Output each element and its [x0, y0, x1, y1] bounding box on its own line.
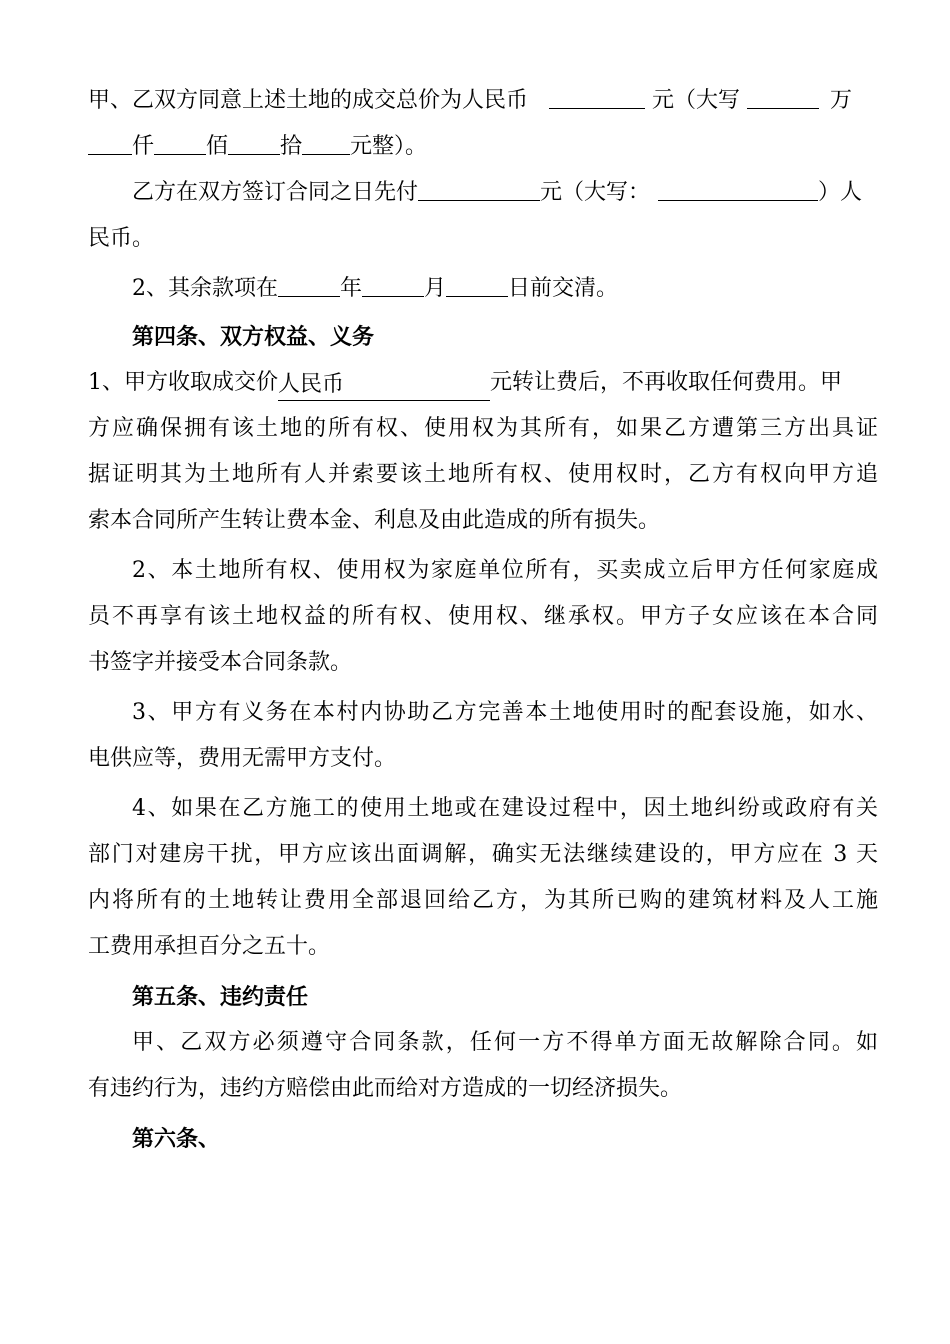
year-blank[interactable] — [278, 274, 340, 297]
a4-p1-line-4: 索本合同所产生转让费本金、利息及由此造成的所有损失。 — [88, 508, 661, 533]
wan-label: 万 — [830, 88, 853, 113]
prepay-line-1 — [132, 178, 862, 208]
a4p1-amount-field[interactable] — [278, 370, 490, 401]
a4-p4-line-4: 工费用承担百分之五十。 — [88, 934, 331, 959]
a4-p2-line-2: 员不再享有该土地权益的所有权、使用权、继承权。甲方子女应该在本合同 — [88, 604, 878, 629]
a4-p3-line-1: 3、甲方有义务在本村内协助乙方完善本土地使用时的配套设施，如水、 — [132, 700, 878, 725]
a4p1-suffix: 元转让费后，不再收取任何费用。甲 — [490, 370, 843, 395]
year-label: 年 — [340, 276, 363, 301]
price-text: 甲、乙双方同意上述土地的成交总价为人民币 — [88, 88, 529, 113]
price-line-2 — [88, 132, 427, 162]
prepay-text: 乙方在双方签订合同之日先付 — [132, 180, 419, 205]
price-line-1 — [88, 86, 852, 116]
qian-blank[interactable] — [88, 132, 132, 155]
a4-p1-line-2: 方应确保拥有该土地的所有权、使用权为其所有，如果乙方遭第三方出具证 — [88, 416, 878, 441]
bai-blank[interactable] — [154, 132, 206, 155]
a4-p4-line-2: 部门对建房干扰，甲方应该出面调解，确实无法继续建设的，甲方应在 3 天 — [88, 842, 878, 867]
a5-line-1: 甲、乙双方必须遵守合同条款，任何一方不得单方面无故解除合同。如 — [132, 1030, 878, 1055]
price-amount-blank[interactable] — [549, 86, 645, 109]
prepay-amount-blank[interactable] — [418, 178, 540, 201]
balance-text: 2、其余款项在 — [132, 276, 278, 301]
a4-p1-line-3: 据证明其为土地所有人并索要该土地所有权、使用权时，乙方有权向甲方追 — [88, 462, 878, 487]
prepay-upper-blank[interactable] — [658, 178, 818, 201]
prepay-rmb: 民币。 — [88, 226, 155, 251]
article-5-title: 第五条、违约责任 — [132, 984, 309, 1010]
shi-blank[interactable] — [228, 132, 280, 155]
a4-p4-line-3: 内将所有的土地转让费用全部退回给乙方，为其所已购的建筑材料及人工施 — [88, 888, 878, 913]
qian-label: 仟 — [132, 134, 155, 159]
prepay-end: ）人 — [818, 180, 863, 205]
a4p1-prefix: 1、甲方收取成交价 — [88, 370, 278, 395]
day-label: 日前交清。 — [508, 276, 619, 301]
bai-label: 佰 — [206, 134, 229, 159]
a4-p2-line-3: 书签字并接受本合同条款。 — [88, 650, 353, 675]
price-upper-blank[interactable] — [747, 86, 819, 109]
a5-line-2: 有违约行为，违约方赔偿由此而给对方造成的一切经济损失。 — [88, 1076, 683, 1101]
article-4-title: 第四条、双方权益、义务 — [132, 324, 375, 350]
shi-label: 拾 — [280, 134, 303, 159]
yuan-zheng-label: 元整）。 — [350, 134, 428, 159]
article-6-title: 第六条、 — [132, 1126, 221, 1152]
a4-p1-line-1 — [88, 368, 842, 401]
a4-p2-line-1: 2、本土地所有权、使用权为家庭单位所有，买卖成立后甲方任何家庭成 — [132, 558, 878, 583]
day-blank[interactable] — [446, 274, 508, 297]
a4-p4-line-1: 4、如果在乙方施工的使用土地或在建设过程中，因土地纠纷或政府有关 — [132, 796, 878, 821]
month-label: 月 — [424, 276, 447, 301]
price-unit: 元（大写 — [652, 88, 741, 113]
yuan-blank[interactable] — [302, 132, 350, 155]
a4p1-rmb: 人民币 — [278, 372, 345, 397]
balance-line — [132, 274, 618, 304]
month-blank[interactable] — [362, 274, 424, 297]
prepay-line-2 — [88, 224, 154, 254]
a4-p3-line-2: 电供应等，费用无需甲方支付。 — [88, 746, 397, 771]
prepay-unit: 元（大写： — [540, 180, 651, 205]
